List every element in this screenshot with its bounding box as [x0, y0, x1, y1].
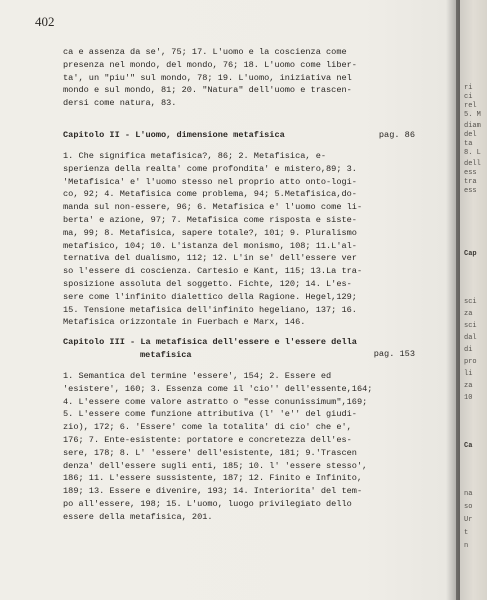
chapter-3-contents-line: denza' dell'essere sugli enti, 185; 10. l' 'essere stesso',: [63, 460, 368, 471]
adjacent-page-fragment: n: [464, 542, 469, 550]
adjacent-page-fragment: sci: [464, 298, 477, 306]
adjacent-page-fragment: ri: [464, 84, 473, 92]
chapter-3-page-ref: pag. 153: [373, 349, 415, 359]
chapter-3-contents-line: 1. Semantica del termine 'essere', 154; 2. Essere ed: [63, 371, 332, 381]
chapter-2-contents-line: manda sul non-essere, 96; 6. Metafisica e' l'uomo come li-: [63, 202, 363, 213]
chapter-2-contents-line: sposizione assoluta del soggetto. Fichte, 120; 14. L'es-: [63, 278, 352, 289]
adjacent-page-fragment: na: [464, 490, 473, 498]
page-number: 402: [35, 14, 55, 29]
chapter-2-page-ref: pag. 86: [378, 130, 415, 140]
chapter-2-contents-line: Metafisica orizzontale in Fuerbach e Marx, 146.: [63, 317, 306, 328]
chapter-2-contents-line: 1. Che significa metafisica?, 86; 2. Metafisica, e-: [63, 151, 327, 161]
chapter-2-contents-line: metafisico, 104; 10. L'istanza del monismo, 108; 11.L'al-: [63, 240, 357, 251]
adjacent-page-fragment: rel: [464, 102, 477, 110]
chapter-3-contents-line: essere della metafisica, 201.: [63, 511, 213, 522]
adjacent-page-fragment: Cap: [464, 250, 477, 258]
chapter-3-contents-line: po all'essere, 198; 15. L'uomo, luogo privilegiato dello: [63, 498, 352, 509]
chapter-3-contents-line: 'esistere', 160; 3. Essenza come il 'cio'' dell'essente,164;: [63, 383, 373, 394]
intro-line: ta', un "piu'" sul mondo, 78; 19. L'uomo, iniziativa nel: [63, 72, 352, 83]
adjacent-page-fragment: 8. L: [464, 149, 481, 157]
adjacent-page-fragment: 5. M: [464, 111, 481, 119]
chapter-3-contents-line: 189; 13. Essere e divenire, 193; 14. Interiorita' del tem-: [63, 486, 363, 497]
adjacent-page-fragment: Ur: [464, 516, 473, 524]
adjacent-page-fragment: dal: [464, 334, 477, 342]
chapter-2-contents-line: sperienza della realta' come profondita' e mistero,89; 3.: [63, 163, 357, 174]
chapter-3-contents-line: 176; 7. Ente-esistente: portatore e concretezza dell'es-: [63, 434, 352, 445]
chapter-3-contents-line: zio), 172; 6. 'Essere' come la totalita' di cio' che e',: [63, 422, 352, 433]
chapter-3-contents: [63, 370, 373, 524]
chapter-2-contents-line: so l'essere di coscienza. Cartesio e Kant, 115; 13.La tra-: [63, 266, 363, 277]
chapter-3-title-line-1: Capitolo III - La metafisica dell'essere e l'essere della: [63, 337, 357, 347]
adjacent-page-fragment: ess: [464, 187, 477, 195]
adjacent-page-fragment: tra: [464, 178, 477, 186]
chapter-3-title-line-2: metafisica: [140, 349, 192, 360]
adjacent-page: [460, 0, 487, 600]
chapter-2-contents-line: co, 92; 4. Metafisica come problema, 94; 5.Metafisica,do-: [63, 189, 357, 200]
chapter-3-contents-line: 186; 11. L'essere sussistente, 187; 12. Finito e Infinito,: [63, 473, 363, 484]
chapter-3-contents-line: 4. L'essere come valore astratto o "esse conunissimum",169;: [63, 396, 368, 407]
adjacent-page-fragment: so: [464, 503, 473, 511]
intro-line: ca e assenza da se', 75; 17. L'uomo e la coscienza come: [63, 47, 347, 57]
adjacent-page-fragment: pro: [464, 358, 477, 366]
adjacent-page-fragment: za: [464, 310, 473, 318]
chapter-3-contents-line: sere, 178; 8. L' 'essere' dell'esistente, 181; 9.'Trascen: [63, 447, 357, 458]
intro-line: dersi come natura, 83.: [63, 98, 177, 109]
adjacent-page-fragment: Ca: [464, 442, 473, 450]
adjacent-page-fragment: dell: [464, 160, 481, 168]
adjacent-page-fragment: sci: [464, 322, 477, 330]
adjacent-page-fragment: di: [464, 346, 473, 354]
chapter-3-heading: [63, 336, 415, 362]
chapter-3-contents-line: 5. L'essere come funzione attributiva (l' 'e'' del giudi-: [63, 409, 357, 420]
chapter-2-heading: [63, 129, 415, 142]
adjacent-page-fragment: za: [464, 382, 473, 390]
chapter-2-contents-line: 'Metafisica' e' l'uomo stesso nel proprio atto onto-logi-: [63, 176, 357, 187]
adjacent-page-fragment: ess: [464, 169, 477, 177]
chapter-2-contents: [63, 150, 363, 329]
chapter-2-title: Capitolo II - L'uomo, dimensione metafisica: [63, 130, 285, 140]
adjacent-page-fragment: t: [464, 529, 469, 537]
adjacent-page-fragment: del: [464, 131, 477, 139]
chapter-2-contents-line: sere come l'infinito dialettico della Ragione. Hegel,129;: [63, 291, 357, 302]
intro-paragraph: [63, 46, 359, 110]
adjacent-page-fragment: ci: [464, 93, 473, 101]
intro-line: mondo e sul mondo, 81; 20. "Natura" dell'uomo e trascen-: [63, 85, 352, 96]
adjacent-page-fragment: 10: [464, 394, 473, 402]
adjacent-page-fragment: diam: [464, 122, 481, 130]
chapter-2-contents-line: berta' e azione, 97; 7. Metafisica come risposta e siste-: [63, 214, 357, 225]
chapter-2-contents-line: 15. Tensione metafisica dell'infinito hegeliano, 137; 16.: [63, 304, 357, 315]
adjacent-page-fragment: li: [464, 370, 473, 378]
adjacent-page-fragment: ta: [464, 140, 473, 148]
chapter-2-contents-line: ma, 99; 8. Metafisica, sapere totale?, 101; 9. Pluralismo: [63, 227, 357, 238]
chapter-2-contents-line: ternativa del dualismo, 112; 12. L'in se' dell'essere ver: [63, 253, 357, 264]
intro-line: presenza nel mondo, del mondo, 76; 18. L'uomo come liber-: [63, 59, 357, 70]
